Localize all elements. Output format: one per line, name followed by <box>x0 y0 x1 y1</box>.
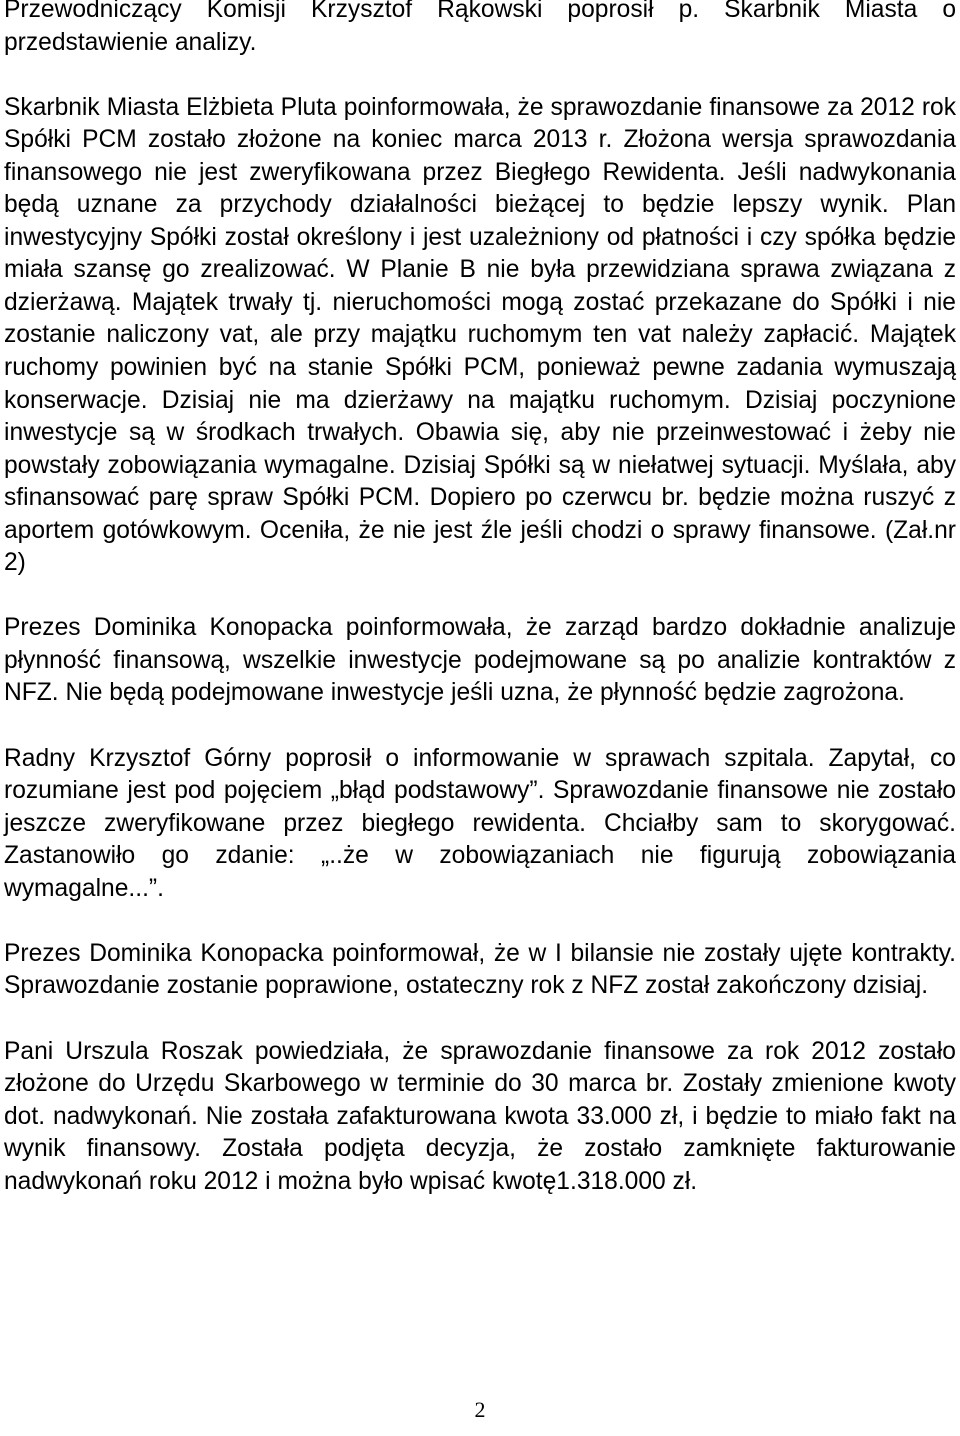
paragraph-chairman-request: Przewodniczący Komisji Krzysztof Rąkowski poprosił p. Skarbnik Miasta o przedstawienie analizy. <box>4 0 956 56</box>
paragraph-president-balance: Prezes Dominika Konopacka poinformował, że w I bilansie nie zostały ujęte kontrakty. Sprawozdanie zostanie poprawione, ostateczny rok z NFZ został zakończony dzisiaj. <box>4 939 956 1000</box>
paragraph-president-liquidity: Prezes Dominika Konopacka poinformowała, że zarząd bardzo dokładnie analizuje płynność finansową, wszelkie inwestycje podejmowane są po analizie kontraktów z NFZ. Nie będą podejmowane inwestycje jeśli uzna, że płynność będzie zagrożona. <box>4 614 956 707</box>
document-body <box>4 0 956 1198</box>
paragraph-roszak-statement: Pani Urszula Roszak powiedziała, że sprawozdanie finansowe za rok 2012 zostało złożone do Urzędu Skarbowego w terminie do 30 marca br. Zostały zmienione kwoty dot. nadwykonań. Nie została zafakturowana kwota 33.000 zł, i będzie to miało fakt na wynik finansowy. Została podjęta decyzja, że zostało zamknięte fakturowanie nadwykonań roku 2012 i można było wpisać kwotę1.318.000 zł. <box>4 1037 956 1195</box>
paragraph-councillor-question: Radny Krzysztof Górny poprosił o informowanie w sprawach szpitala. Zapytał, co rozumiane jest pod pojęciem „błąd podstawowy”. Sprawozdanie finansowe nie zostało jeszcze zweryfikowane przez biegłego rewidenta. Chciałby sam to skorygować. Zastanowiło go zdanie: „..że w zobowiązaniach nie figurują zobowiązania wymagalne...”. <box>4 744 956 902</box>
page-number: 2 <box>474 1397 486 1422</box>
paragraph-treasurer-report: Skarbnik Miasta Elżbieta Pluta poinformowała, że sprawozdanie finansowe za 2012 rok Spółki PCM zostało złożone na koniec marca 2013 r. Złożona wersja sprawozdania finansowego nie jest zweryfikowana przez Biegłego Rewidenta. Jeśli nadwykonania będą uznane za przychody działalności bieżącej to będzie lepszy wynik. Plan inwestycyjny Spółki został określony i jest uzależniony od płatności i czy spółka będzie miała szansę go zrealizować. W Planie B nie była przewidziana sprawa związana z dzierżawą. Majątek trwały tj. nieruchomości mogą zostać przekazane do Spółki i nie zostanie naliczony vat, ale przy majątku ruchomym ten vat należy zapłacić. Majątek ruchomy powinien być na stanie Spółki PCM, ponieważ pewne zadania wymuszają konserwacje. Dzisiaj nie ma dzierżawy na majątku ruchomym. Dzisiaj poczynione inwestycje są w środkach trwałych. Obawia się, aby nie przeinwestować i żeby nie powstały zobowiązania wymagalne. Dzisiaj Spółki są w niełatwej sytuacji. Myślała, aby sfinansować parę spraw Spółki PCM. Dopiero po czerwcu br. będzie można ruszyć z aportem gotówkowym. Oceniła, że nie jest źle jeśli chodzi o sprawy finansowe. (Zał.nr 2) <box>4 93 956 577</box>
